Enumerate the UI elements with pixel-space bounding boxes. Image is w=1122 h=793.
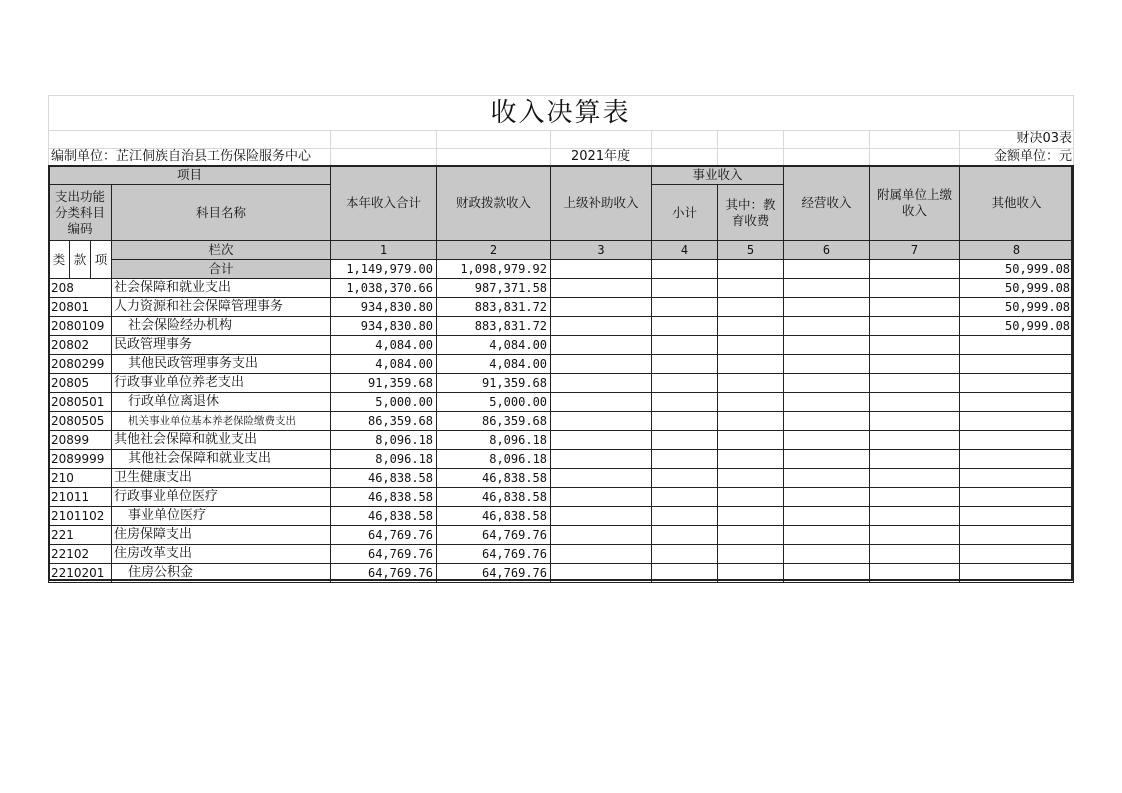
subject-name: 民政管理事务 [112,336,331,355]
total-income-cell: 91,359.68 [331,374,437,393]
empty-cell [551,355,652,374]
table-row [49,450,1074,469]
subject-name: 住房保障支出 [112,526,331,545]
subject-code: 2080109 [49,317,112,336]
subject-name: 住房改革支出 [112,545,331,564]
empty-cell [784,545,870,564]
empty-cell [718,564,784,583]
empty-cell [784,412,870,431]
other-income-cell [960,469,1074,488]
grid-line [783,130,784,165]
fiscal-year: 2021年度 [571,149,631,164]
header-business-income: 事业收入 [652,166,784,185]
subject-name: 卫生健康支出 [112,469,331,488]
total-row [49,260,1074,279]
total-label: 合计 [112,260,331,279]
empty-cell [652,507,718,526]
subject-code: 2210201 [49,564,112,583]
subject-code: 210 [49,469,112,488]
other-income-cell [960,450,1074,469]
empty-cell [652,374,718,393]
empty-cell [551,412,652,431]
empty-cell [652,412,718,431]
fiscal-income-cell: 4,084.00 [437,336,551,355]
empty-cell [718,450,784,469]
empty-cell [551,298,652,317]
empty-cell [652,355,718,374]
subject-code: 22102 [49,545,112,564]
empty-cell [718,469,784,488]
table-row [49,279,1074,298]
subject-name: 行政事业单位医疗 [112,488,331,507]
empty-cell [718,431,784,450]
empty-cell [784,431,870,450]
empty-cell [718,374,784,393]
fiscal-income-cell: 987,371.58 [437,279,551,298]
empty-cell [784,393,870,412]
empty-cell [870,374,960,393]
empty-cell [784,526,870,545]
subject-code: 21011 [49,488,112,507]
subject-name: 社会保障和就业支出 [112,279,331,298]
subject-code: 20899 [49,431,112,450]
other-income-cell [960,564,1074,583]
empty-cell [718,488,784,507]
subject-code: 20801 [49,298,112,317]
grid-line [651,130,652,165]
other-income-cell: 50,999.08 [960,317,1074,336]
other-income-cell: 50,999.08 [960,298,1074,317]
empty-cell [718,355,784,374]
fiscal-income-cell: 8,096.18 [437,450,551,469]
fiscal-income-cell: 4,084.00 [437,355,551,374]
empty-cell [652,298,718,317]
empty-cell [870,564,960,583]
income-table [48,165,1074,583]
subject-name: 其他民政管理事务支出 [112,355,331,374]
subject-code: 20802 [49,336,112,355]
header-lei: 类 [49,241,70,279]
table-row [49,317,1074,336]
header-edu-fee: 其中：教育收费 [718,185,784,241]
empty-cell [652,545,718,564]
total-income-cell: 4,084.00 [331,355,437,374]
other-income-cell [960,355,1074,374]
fiscal-income-cell: 883,831.72 [437,317,551,336]
empty-cell [784,260,870,279]
empty-cell [870,298,960,317]
column-number: 7 [870,241,960,260]
grid-line [48,130,1073,131]
total-income-cell: 934,830.80 [331,298,437,317]
table-row [49,412,1074,431]
total-income-cell: 86,359.68 [331,412,437,431]
other-income-cell [960,507,1074,526]
fiscal-income-cell: 86,359.68 [437,412,551,431]
table-row [49,564,1074,583]
empty-cell [551,431,652,450]
subject-name: 行政事业单位养老支出 [112,374,331,393]
total-income-cell: 46,838.58 [331,469,437,488]
other-income-cell [960,393,1074,412]
grid-line [1073,95,1074,170]
empty-cell [551,260,652,279]
subject-code: 2080501 [49,393,112,412]
empty-cell [870,526,960,545]
fiscal-income-cell: 8,096.18 [437,431,551,450]
subject-name: 其他社会保障和就业支出 [112,431,331,450]
empty-cell [551,336,652,355]
subject-name: 社会保险经办机构 [112,317,331,336]
table-row [49,488,1074,507]
empty-cell [870,507,960,526]
empty-cell [870,469,960,488]
table-row [49,374,1074,393]
empty-cell [652,317,718,336]
empty-cell [718,317,784,336]
empty-cell [652,279,718,298]
subject-code: 2101102 [49,507,112,526]
header-project: 项目 [49,166,331,185]
subject-code: 221 [49,526,112,545]
grid-line [550,130,551,165]
subject-name: 住房公积金 [112,564,331,583]
empty-cell [652,393,718,412]
grid-line [717,130,718,165]
header-operating-income: 经营收入 [784,166,870,241]
subject-name: 其他社会保障和就业支出 [112,450,331,469]
empty-cell [652,564,718,583]
empty-cell [652,469,718,488]
total-income-cell: 8,096.18 [331,431,437,450]
grid-line [436,130,437,165]
form-number: 财决03表 [1016,131,1072,146]
empty-cell [718,545,784,564]
empty-cell [784,488,870,507]
empty-cell [870,545,960,564]
other-income-cell [960,526,1074,545]
empty-cell [784,374,870,393]
empty-cell [718,393,784,412]
empty-cell [551,279,652,298]
table-row [49,469,1074,488]
header-subject-name: 科目名称 [112,185,331,241]
other-income-cell [960,488,1074,507]
empty-cell [784,355,870,374]
report-title: 收入决算表 [490,98,631,128]
header-xiang: 项 [91,241,112,279]
empty-cell [718,260,784,279]
subject-name: 人力资源和社会保障管理事务 [112,298,331,317]
empty-cell [870,431,960,450]
subject-code: 20805 [49,374,112,393]
empty-cell [870,279,960,298]
column-number: 3 [551,241,652,260]
empty-cell [551,564,652,583]
empty-cell [652,260,718,279]
empty-cell [784,450,870,469]
total-income-cell: 46,838.58 [331,488,437,507]
other-income-cell [960,374,1074,393]
empty-cell [784,507,870,526]
column-number: 5 [718,241,784,260]
fiscal-income-cell: 883,831.72 [437,298,551,317]
header-kuan: 款 [70,241,91,279]
total-income-cell: 1,038,370.66 [331,279,437,298]
column-number: 1 [331,241,437,260]
total-income-cell: 8,096.18 [331,450,437,469]
empty-cell [718,298,784,317]
empty-cell [551,507,652,526]
empty-cell [784,336,870,355]
empty-cell [870,450,960,469]
table-row [49,336,1074,355]
fiscal-income-cell: 64,769.76 [437,564,551,583]
header-subtotal: 小计 [652,185,718,241]
header-fiscal-income: 财政拨款收入 [437,166,551,241]
total-income-cell: 64,769.76 [331,545,437,564]
empty-cell [718,336,784,355]
empty-cell [652,450,718,469]
empty-cell [551,450,652,469]
header-other-income: 其他收入 [960,166,1074,241]
table-row [49,545,1074,564]
empty-cell [652,526,718,545]
empty-cell [551,545,652,564]
total-other-cell: 50,999.08 [960,260,1074,279]
subject-code: 2080299 [49,355,112,374]
empty-cell [870,355,960,374]
grid-line [330,130,331,165]
table-row [49,526,1074,545]
subject-code: 2080505 [49,412,112,431]
subject-name: 事业单位医疗 [112,507,331,526]
column-number: 8 [960,241,1074,260]
empty-cell [652,431,718,450]
empty-cell [551,317,652,336]
total-income-cell: 1,149,979.00 [331,260,437,279]
empty-cell [784,317,870,336]
empty-cell [551,526,652,545]
empty-cell [652,336,718,355]
total-income-cell: 64,769.76 [331,526,437,545]
empty-cell [718,279,784,298]
total-income-cell: 46,838.58 [331,507,437,526]
empty-cell [551,488,652,507]
fiscal-income-cell: 91,359.68 [437,374,551,393]
other-income-cell [960,412,1074,431]
fiscal-income-cell: 46,838.58 [437,488,551,507]
subject-name: 机关事业单位基本养老保险缴费支出 [112,412,331,431]
other-income-cell [960,545,1074,564]
total-income-cell: 4,084.00 [331,336,437,355]
other-income-cell: 50,999.08 [960,279,1074,298]
other-income-cell [960,431,1074,450]
header-total-income: 本年收入合计 [331,166,437,241]
total-income-cell: 64,769.76 [331,564,437,583]
empty-cell [718,412,784,431]
table-row [49,355,1074,374]
grid-line [869,130,870,165]
column-number: 4 [652,241,718,260]
empty-cell [784,469,870,488]
currency-unit: 金额单位：元 [993,149,1072,164]
table-row [49,431,1074,450]
header-affiliated-income: 附属单位上缴收入 [870,166,960,241]
empty-cell [784,279,870,298]
total-fiscal-cell: 1,098,979.92 [437,260,551,279]
table-row [49,393,1074,412]
total-income-cell: 5,000.00 [331,393,437,412]
table-row [49,298,1074,317]
subject-code: 208 [49,279,112,298]
header-column-index: 栏次 [112,241,331,260]
empty-cell [718,507,784,526]
empty-cell [718,526,784,545]
table-row [49,507,1074,526]
empty-cell [870,336,960,355]
empty-cell [870,412,960,431]
empty-cell [870,393,960,412]
header-function-code: 支出功能分类科目编码 [49,185,112,241]
empty-cell [551,393,652,412]
empty-cell [652,488,718,507]
fiscal-income-cell: 5,000.00 [437,393,551,412]
subject-name: 行政单位离退休 [112,393,331,412]
empty-cell [870,260,960,279]
fiscal-income-cell: 64,769.76 [437,526,551,545]
empty-cell [870,488,960,507]
empty-cell [551,469,652,488]
empty-cell [551,374,652,393]
column-number: 2 [437,241,551,260]
header-superior-subsidy: 上级补助收入 [551,166,652,241]
other-income-cell [960,336,1074,355]
subject-code: 2089999 [49,450,112,469]
grid-line [959,130,960,165]
reporting-unit: 编制单位：芷江侗族自治县工伤保险服务中心 [51,149,312,164]
empty-cell [870,317,960,336]
fiscal-income-cell: 46,838.58 [437,469,551,488]
fiscal-income-cell: 64,769.76 [437,545,551,564]
total-income-cell: 934,830.80 [331,317,437,336]
column-number: 6 [784,241,870,260]
empty-cell [784,564,870,583]
empty-cell [784,298,870,317]
fiscal-income-cell: 46,838.58 [437,507,551,526]
